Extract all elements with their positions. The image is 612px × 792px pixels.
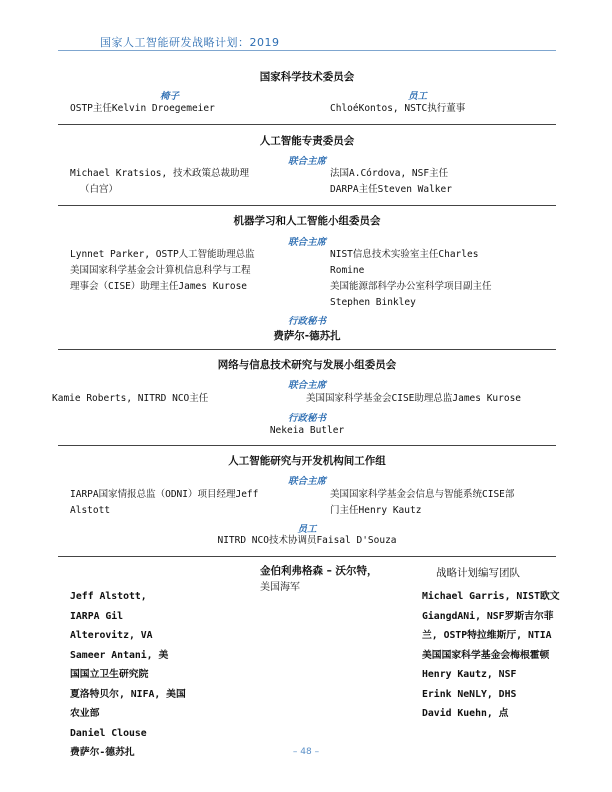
section-title-iwg: 人工智能研究与开发机构间工作组 <box>228 455 386 467</box>
divider <box>58 124 556 125</box>
role-co-chairs: 联合主席 <box>287 237 326 248</box>
ai-committee-cochair-left: Michael Kratsios, 技术政策总裁助理 （白宫） <box>70 168 249 195</box>
list-item: Jeff Alstott, <box>70 591 147 602</box>
team-list-left <box>70 587 186 763</box>
role-co-chairs: 联合主席 <box>287 380 326 391</box>
divider <box>58 349 556 350</box>
list-item: GiangdANi, NSF罗斯吉尔菲 <box>422 610 554 622</box>
list-item: Sameer Antani, 美 <box>70 649 169 661</box>
running-title: 国家人工智能研发战略计划：2019 <box>100 36 280 49</box>
list-item: 农业部 <box>70 708 100 719</box>
iwg-cochair-right: 美国国家科学基金会信息与智能系统CISE部 门主任Henry Kautz <box>330 489 515 516</box>
role-co-chairs: 联合主席 <box>287 476 326 487</box>
page-number: – 48 – <box>292 747 320 757</box>
role-co-chairs: 联合主席 <box>287 156 326 167</box>
list-item: 费萨尔-德苏扎 <box>70 747 135 758</box>
divider <box>58 556 556 557</box>
team-list-right <box>422 587 560 724</box>
nitrd-cochair-left: Kamie Roberts, NITRD NCO主任 <box>52 393 209 404</box>
nstc-chair: OSTP主任Kelvin Droegemeier <box>70 103 215 114</box>
role-staff: 员工 <box>297 524 317 535</box>
iwg-cochair-left: IARPA国家情报总监（ODNI）项目经理Jeff Alstott <box>70 489 259 516</box>
mlai-cochair-left: Lynnet Parker, OSTP人工智能助理总监 美国国家科学基金会计算机信息科学与工程 理事会（CISE）助理主任James Kurose <box>70 249 255 292</box>
list-item: 国国立卫生研究院 <box>70 669 149 680</box>
center-member-org: 美国海军 <box>260 582 300 593</box>
section-title-mlai: 机器学习和人工智能小组委员会 <box>233 215 381 227</box>
role-chair: 椅子 <box>160 91 180 102</box>
nitrd-cochair-right: 美国国家科学基金会CISE助理总监James Kurose <box>306 393 522 404</box>
ai-committee-cochair-right: 法国A.Córdova, NSF主任 DARPA主任Steven Walker <box>330 168 452 195</box>
iwg-staff: NITRD NCO技术协调员Faisal D'Souza <box>217 535 397 546</box>
nitrd-secretary: Nekeia Butler <box>269 425 345 436</box>
list-item: Daniel Clouse <box>70 727 147 739</box>
mlai-secretary: 费萨尔-德苏扎 <box>273 330 341 342</box>
list-item: 兰, OSTP特拉维斯厅, NTIA <box>422 630 552 641</box>
role-exec-secretary: 行政秘书 <box>287 413 326 424</box>
divider <box>58 205 556 206</box>
list-item: Henry Kautz, NSF <box>422 669 517 680</box>
role-exec-secretary: 行政秘书 <box>287 316 326 327</box>
section-title-ai-committee: 人工智能专责委员会 <box>259 135 355 147</box>
list-item: IARPA Gil <box>70 610 124 622</box>
list-item: Erink NeNLY, DHS <box>422 688 517 700</box>
header-rule <box>58 50 556 51</box>
list-item: Alterovitz, VA <box>70 630 153 641</box>
section-title-nitrd: 网络与信息技术研究与发展小组委员会 <box>217 359 397 371</box>
list-item: 夏洛特贝尔, NIFA, 美国 <box>70 688 186 700</box>
list-item: David Kuehn, 点 <box>422 708 509 719</box>
divider <box>58 445 556 446</box>
nstc-staff: ChloéKontos, NSTC执行董事 <box>330 103 466 114</box>
center-member-name: 金伯利弗格森 – 沃尔特， <box>260 565 378 577</box>
section-title-nstc: 国家科学技术委员会 <box>259 71 355 83</box>
team-title: 战略计划编写团队 <box>436 567 520 579</box>
list-item: Michael Garris, NIST欧文 <box>422 591 560 602</box>
role-staff: 员工 <box>408 91 428 102</box>
list-item: 美国国家科学基金会梅根霍顿 <box>422 649 550 661</box>
mlai-cochair-right: NIST信息技术实验室主任Charles Romine 美国能源部科学办公室科学项目副主任 Stephen Binkley <box>330 249 492 308</box>
